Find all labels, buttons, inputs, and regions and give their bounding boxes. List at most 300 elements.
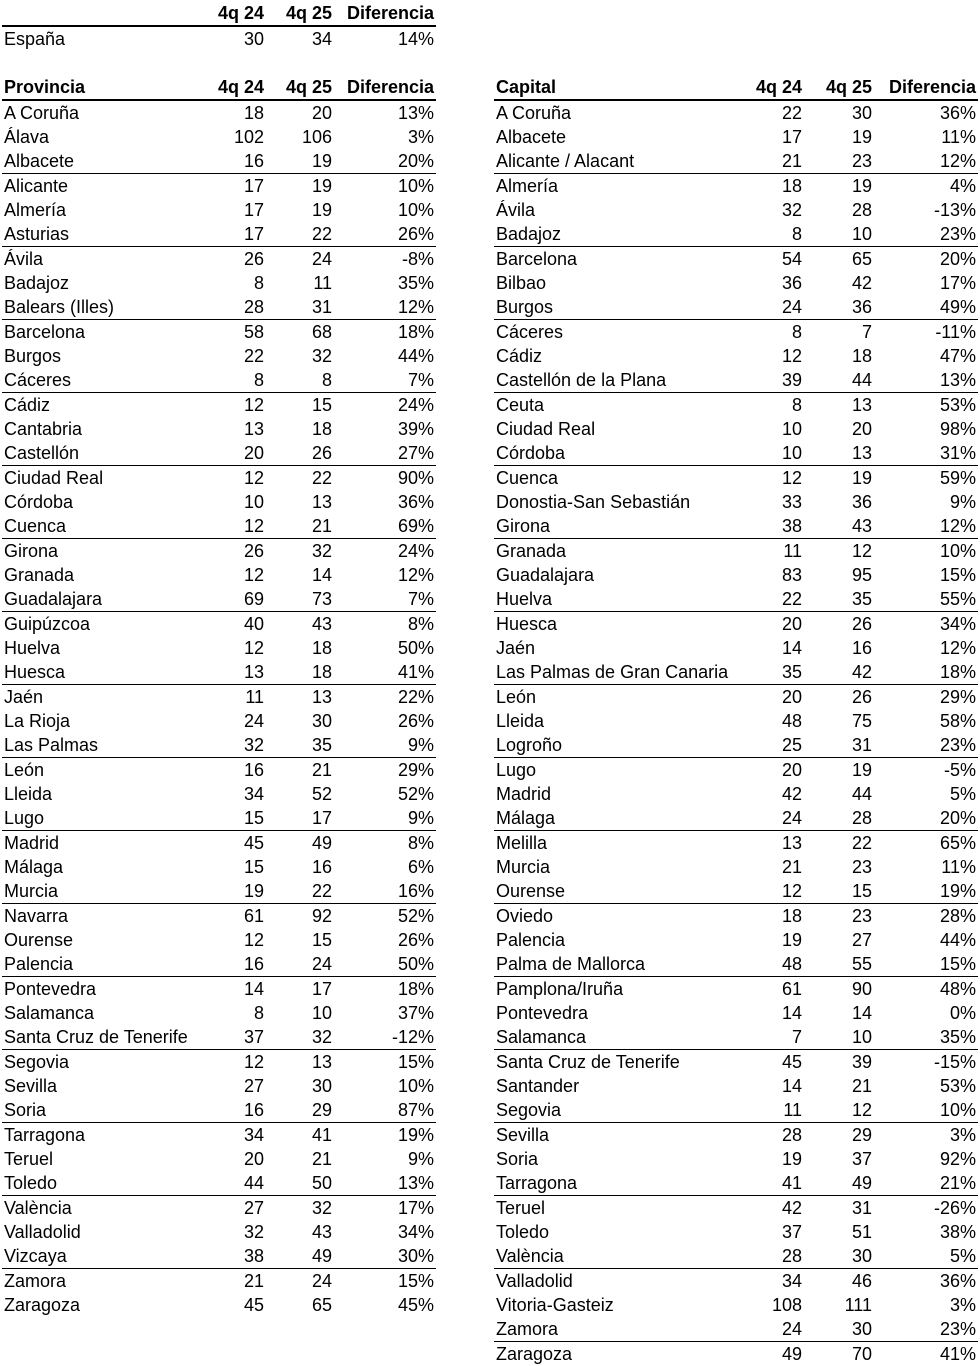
- capital-header-4q24: 4q 24: [746, 75, 804, 100]
- capital-cell-4q25: 75: [804, 709, 874, 733]
- capital-cell-name: Almería: [494, 174, 746, 199]
- provincia-row: [2, 490, 436, 514]
- provincia-cell-4q25: 19: [266, 149, 334, 174]
- capital-row: [494, 733, 978, 758]
- provincia-cell-name: Segovia: [2, 1050, 202, 1075]
- provincia-header-4q24: 4q 24: [202, 75, 266, 100]
- capital-cell-name: Castellón de la Plana: [494, 368, 746, 393]
- provincia-cell-name: Huesca: [2, 660, 202, 685]
- provincia-cell-4q24: 26: [202, 539, 266, 564]
- provincia-row: [2, 1171, 436, 1196]
- capital-cell-diferencia: 65%: [874, 831, 978, 856]
- provincia-cell-name: Murcia: [2, 879, 202, 904]
- capital-row: [494, 320, 978, 345]
- capital-cell-4q24: 20: [746, 685, 804, 710]
- provincia-cell-4q24: 12: [202, 393, 266, 418]
- capital-row: [494, 368, 978, 393]
- capital-cell-4q25: 10: [804, 1025, 874, 1050]
- capital-cell-4q25: 35: [804, 587, 874, 612]
- capital-cell-name: Madrid: [494, 782, 746, 806]
- capital-cell-4q24: 8: [746, 320, 804, 345]
- capital-cell-diferencia: 17%: [874, 271, 978, 295]
- capital-cell-4q24: 42: [746, 782, 804, 806]
- capital-cell-4q25: 31: [804, 1196, 874, 1221]
- provincia-cell-diferencia: 50%: [334, 636, 436, 660]
- provincia-cell-name: Almería: [2, 198, 202, 222]
- provincia-cell-name: Huelva: [2, 636, 202, 660]
- espana-name: España: [2, 26, 202, 51]
- capital-cell-name: Santa Cruz de Tenerife: [494, 1050, 746, 1075]
- capital-cell-4q24: 17: [746, 125, 804, 149]
- capital-row: [494, 709, 978, 733]
- capital-cell-diferencia: 21%: [874, 1171, 978, 1196]
- capital-cell-4q25: 43: [804, 514, 874, 539]
- provincia-cell-4q25: 13: [266, 685, 334, 710]
- capital-cell-name: Ceuta: [494, 393, 746, 418]
- provincia-cell-4q24: 26: [202, 247, 266, 272]
- capital-cell-4q25: 19: [804, 174, 874, 199]
- provincia-cell-4q25: 49: [266, 831, 334, 856]
- provincia-row: [2, 831, 436, 856]
- provincia-cell-4q24: 27: [202, 1196, 266, 1221]
- capital-cell-4q25: 42: [804, 660, 874, 685]
- capital-cell-name: Huesca: [494, 612, 746, 637]
- capital-cell-4q25: 26: [804, 685, 874, 710]
- capital-cell-4q25: 7: [804, 320, 874, 345]
- provincia-cell-4q24: 34: [202, 1123, 266, 1148]
- provincia-header-4q25: 4q 25: [266, 75, 334, 100]
- capital-cell-name: Cáceres: [494, 320, 746, 345]
- provincia-row: [2, 928, 436, 952]
- provincia-row: [2, 271, 436, 295]
- provincia-cell-diferencia: 45%: [334, 1293, 436, 1317]
- provincia-cell-4q24: 15: [202, 806, 266, 831]
- capital-cell-4q24: 19: [746, 1147, 804, 1171]
- capital-cell-name: Vitoria-Gasteiz: [494, 1293, 746, 1317]
- capital-cell-4q24: 18: [746, 174, 804, 199]
- capital-row: [494, 1098, 978, 1123]
- capital-row: [494, 222, 978, 247]
- provincia-cell-diferencia: 90%: [334, 466, 436, 491]
- capital-row: [494, 952, 978, 977]
- capital-cell-4q25: 36: [804, 490, 874, 514]
- provincia-cell-4q24: 12: [202, 928, 266, 952]
- provincia-cell-4q25: 15: [266, 393, 334, 418]
- provincia-row: [2, 685, 436, 710]
- provincia-cell-4q25: 22: [266, 222, 334, 247]
- capital-cell-4q25: 30: [804, 1244, 874, 1269]
- provincia-cell-4q24: 18: [202, 100, 266, 125]
- provincia-cell-4q24: 17: [202, 198, 266, 222]
- provincia-cell-diferencia: 13%: [334, 1171, 436, 1196]
- provincia-cell-4q24: 16: [202, 952, 266, 977]
- capital-cell-4q24: 42: [746, 1196, 804, 1221]
- capital-cell-4q25: 21: [804, 1074, 874, 1098]
- capital-cell-4q25: 23: [804, 149, 874, 174]
- capital-cell-4q24: 28: [746, 1123, 804, 1148]
- capital-cell-4q25: 46: [804, 1269, 874, 1294]
- capital-cell-name: Granada: [494, 539, 746, 564]
- capital-cell-diferencia: -13%: [874, 198, 978, 222]
- provincia-cell-4q25: 43: [266, 612, 334, 637]
- provincia-cell-4q25: 65: [266, 1293, 334, 1317]
- provincia-cell-name: Balears (Illes): [2, 295, 202, 320]
- provincia-cell-name: Badajoz: [2, 271, 202, 295]
- capital-cell-4q24: 28: [746, 1244, 804, 1269]
- provincia-cell-4q24: 20: [202, 441, 266, 466]
- provincia-cell-4q25: 24: [266, 952, 334, 977]
- capital-cell-4q24: 12: [746, 466, 804, 491]
- provincia-cell-4q24: 38: [202, 1244, 266, 1269]
- provincia-row: [2, 1220, 436, 1244]
- provincia-row: [2, 806, 436, 831]
- capital-cell-name: Logroño: [494, 733, 746, 758]
- capital-row: [494, 198, 978, 222]
- capital-cell-name: Melilla: [494, 831, 746, 856]
- capital-cell-name: Ourense: [494, 879, 746, 904]
- capital-cell-4q25: 27: [804, 928, 874, 952]
- provincia-cell-4q25: 49: [266, 1244, 334, 1269]
- provincia-cell-4q25: 17: [266, 977, 334, 1002]
- capital-row: [494, 1147, 978, 1171]
- provincia-cell-4q25: 24: [266, 247, 334, 272]
- capital-cell-diferencia: 19%: [874, 879, 978, 904]
- capital-cell-name: Murcia: [494, 855, 746, 879]
- provincia-cell-name: Lugo: [2, 806, 202, 831]
- provincia-cell-4q25: 29: [266, 1098, 334, 1123]
- provincia-cell-4q24: 13: [202, 417, 266, 441]
- capital-cell-4q24: 36: [746, 271, 804, 295]
- provincia-row: [2, 612, 436, 637]
- provincia-cell-name: València: [2, 1196, 202, 1221]
- capital-cell-name: Cádiz: [494, 344, 746, 368]
- capital-cell-4q24: 12: [746, 344, 804, 368]
- capital-row: [494, 271, 978, 295]
- provincia-cell-4q25: 14: [266, 563, 334, 587]
- provincia-cell-diferencia: 12%: [334, 563, 436, 587]
- capital-cell-4q25: 28: [804, 806, 874, 831]
- provincia-cell-name: Cuenca: [2, 514, 202, 539]
- espana-header-label: [2, 1, 202, 26]
- provincia-row: [2, 587, 436, 612]
- capital-cell-4q24: 45: [746, 1050, 804, 1075]
- capital-cell-name: Alicante / Alacant: [494, 149, 746, 174]
- provincia-cell-diferencia: 3%: [334, 125, 436, 149]
- capital-cell-diferencia: 34%: [874, 612, 978, 637]
- capital-cell-4q24: 8: [746, 393, 804, 418]
- capital-cell-4q24: 39: [746, 368, 804, 393]
- provincia-row: [2, 174, 436, 199]
- capital-row: [494, 806, 978, 831]
- provincia-cell-name: Cantabria: [2, 417, 202, 441]
- provincia-cell-name: Castellón: [2, 441, 202, 466]
- capital-cell-4q24: 8: [746, 222, 804, 247]
- provincia-cell-4q24: 16: [202, 758, 266, 783]
- capital-cell-4q24: 22: [746, 100, 804, 125]
- provincia-cell-4q25: 19: [266, 174, 334, 199]
- capital-cell-diferencia: -15%: [874, 1050, 978, 1075]
- capital-cell-4q24: 41: [746, 1171, 804, 1196]
- provincia-cell-name: Ourense: [2, 928, 202, 952]
- capital-cell-4q25: 51: [804, 1220, 874, 1244]
- capital-row: [494, 685, 978, 710]
- capital-row: [494, 1293, 978, 1317]
- provincia-cell-diferencia: 22%: [334, 685, 436, 710]
- capital-cell-diferencia: 47%: [874, 344, 978, 368]
- capital-row: [494, 149, 978, 174]
- provincia-cell-4q24: 17: [202, 174, 266, 199]
- provincia-cell-name: Zamora: [2, 1269, 202, 1294]
- provincia-cell-diferencia: 7%: [334, 368, 436, 393]
- provincia-cell-4q24: 40: [202, 612, 266, 637]
- capital-row: [494, 1171, 978, 1196]
- capital-row: [494, 539, 978, 564]
- provincia-cell-name: Lleida: [2, 782, 202, 806]
- capital-cell-4q25: 26: [804, 612, 874, 637]
- capital-row: [494, 587, 978, 612]
- provincia-cell-name: Córdoba: [2, 490, 202, 514]
- provincia-cell-diferencia: 52%: [334, 782, 436, 806]
- capital-cell-diferencia: 59%: [874, 466, 978, 491]
- provincia-cell-4q24: 61: [202, 904, 266, 929]
- capital-cell-4q25: 28: [804, 198, 874, 222]
- provincia-cell-diferencia: 10%: [334, 1074, 436, 1098]
- provincia-cell-name: Asturias: [2, 222, 202, 247]
- provincia-cell-name: Madrid: [2, 831, 202, 856]
- capital-cell-4q24: 24: [746, 806, 804, 831]
- capital-cell-4q24: 14: [746, 1001, 804, 1025]
- capital-cell-diferencia: 9%: [874, 490, 978, 514]
- provincia-cell-diferencia: 9%: [334, 733, 436, 758]
- capital-cell-name: Teruel: [494, 1196, 746, 1221]
- provincia-cell-4q25: 20: [266, 100, 334, 125]
- provincia-row: [2, 295, 436, 320]
- provincia-cell-name: León: [2, 758, 202, 783]
- capital-cell-diferencia: 10%: [874, 539, 978, 564]
- provincia-row: [2, 149, 436, 174]
- provincia-cell-4q24: 27: [202, 1074, 266, 1098]
- capital-cell-diferencia: 5%: [874, 782, 978, 806]
- provincia-cell-diferencia: 12%: [334, 295, 436, 320]
- capital-row: [494, 1123, 978, 1148]
- provincia-cell-4q24: 45: [202, 1293, 266, 1317]
- capital-cell-name: Lleida: [494, 709, 746, 733]
- espana-header-diferencia: Diferencia: [334, 1, 436, 26]
- capital-row: [494, 855, 978, 879]
- provincia-row: [2, 100, 436, 125]
- provincia-cell-4q24: 8: [202, 271, 266, 295]
- provincia-row: [2, 758, 436, 783]
- capital-row: [494, 1269, 978, 1294]
- capital-cell-name: Tarragona: [494, 1171, 746, 1196]
- capital-cell-name: Oviedo: [494, 904, 746, 929]
- provincia-cell-4q24: 15: [202, 855, 266, 879]
- capital-cell-diferencia: 3%: [874, 1293, 978, 1317]
- capital-cell-diferencia: 38%: [874, 1220, 978, 1244]
- capital-cell-diferencia: 35%: [874, 1025, 978, 1050]
- provincia-cell-4q25: 32: [266, 1025, 334, 1050]
- provincia-row: [2, 709, 436, 733]
- provincia-row: [2, 393, 436, 418]
- capital-cell-diferencia: 44%: [874, 928, 978, 952]
- provincia-cell-4q25: 32: [266, 1196, 334, 1221]
- provincia-cell-name: Cáceres: [2, 368, 202, 393]
- capital-row: [494, 1050, 978, 1075]
- provincia-cell-4q24: 58: [202, 320, 266, 345]
- espana-summary-table: [2, 1, 436, 51]
- provincia-cell-4q25: 18: [266, 417, 334, 441]
- capital-row: [494, 417, 978, 441]
- provincia-cell-4q25: 35: [266, 733, 334, 758]
- capital-row: [494, 758, 978, 783]
- capital-cell-diferencia: 23%: [874, 733, 978, 758]
- provincia-cell-diferencia: 24%: [334, 539, 436, 564]
- capital-cell-4q25: 95: [804, 563, 874, 587]
- provincia-cell-4q24: 69: [202, 587, 266, 612]
- capital-cell-4q25: 37: [804, 1147, 874, 1171]
- capital-cell-name: Cuenca: [494, 466, 746, 491]
- provincia-cell-4q24: 16: [202, 1098, 266, 1123]
- capital-row: [494, 441, 978, 466]
- capital-row: [494, 612, 978, 637]
- capital-cell-diferencia: 20%: [874, 247, 978, 272]
- capital-cell-4q25: 31: [804, 733, 874, 758]
- capital-cell-4q24: 20: [746, 758, 804, 783]
- capital-cell-4q24: 12: [746, 879, 804, 904]
- provincia-cell-diferencia: -8%: [334, 247, 436, 272]
- provincia-cell-name: Navarra: [2, 904, 202, 929]
- provincia-cell-4q25: 17: [266, 806, 334, 831]
- provincia-cell-4q24: 12: [202, 514, 266, 539]
- capital-cell-4q24: 21: [746, 855, 804, 879]
- provincia-cell-diferencia: 9%: [334, 1147, 436, 1171]
- provincia-cell-name: Valladolid: [2, 1220, 202, 1244]
- provincia-row: [2, 782, 436, 806]
- capital-row: [494, 490, 978, 514]
- capital-header-row: [494, 75, 978, 100]
- capital-cell-4q24: 32: [746, 198, 804, 222]
- capital-cell-4q24: 25: [746, 733, 804, 758]
- provincia-cell-4q24: 8: [202, 368, 266, 393]
- provincia-cell-4q24: 102: [202, 125, 266, 149]
- provincia-cell-diferencia: 8%: [334, 612, 436, 637]
- capital-cell-name: Girona: [494, 514, 746, 539]
- provincia-cell-4q24: 12: [202, 636, 266, 660]
- provincia-cell-name: Toledo: [2, 1171, 202, 1196]
- provincia-cell-4q25: 32: [266, 344, 334, 368]
- provincia-cell-diferencia: 30%: [334, 1244, 436, 1269]
- capital-row: [494, 295, 978, 320]
- capital-cell-diferencia: 41%: [874, 1342, 978, 1366]
- provincia-cell-4q25: 92: [266, 904, 334, 929]
- capital-cell-name: Donostia-San Sebastián: [494, 490, 746, 514]
- capital-cell-diferencia: 23%: [874, 222, 978, 247]
- capital-row: [494, 393, 978, 418]
- provincia-cell-diferencia: 17%: [334, 1196, 436, 1221]
- capital-cell-4q24: 35: [746, 660, 804, 685]
- provincia-cell-4q25: 21: [266, 758, 334, 783]
- capital-cell-4q24: 13: [746, 831, 804, 856]
- capital-cell-diferencia: 0%: [874, 1001, 978, 1025]
- provincia-cell-4q24: 20: [202, 1147, 266, 1171]
- provincia-row: [2, 247, 436, 272]
- capital-cell-4q25: 44: [804, 368, 874, 393]
- capital-cell-diferencia: 12%: [874, 636, 978, 660]
- capital-cell-4q25: 19: [804, 125, 874, 149]
- capital-cell-name: Huelva: [494, 587, 746, 612]
- provincia-cell-4q25: 32: [266, 539, 334, 564]
- provincia-cell-diferencia: 20%: [334, 149, 436, 174]
- capital-cell-4q25: 70: [804, 1342, 874, 1366]
- provincia-cell-diferencia: 39%: [334, 417, 436, 441]
- capital-cell-4q25: 19: [804, 466, 874, 491]
- capital-cell-name: Zaragoza: [494, 1342, 746, 1366]
- provincia-cell-4q25: 10: [266, 1001, 334, 1025]
- provincia-cell-diferencia: 18%: [334, 977, 436, 1002]
- capital-cell-diferencia: 3%: [874, 1123, 978, 1148]
- capital-cell-diferencia: 15%: [874, 952, 978, 977]
- provincia-cell-diferencia: 24%: [334, 393, 436, 418]
- provincia-row: [2, 904, 436, 929]
- capital-row: [494, 466, 978, 491]
- provincia-cell-4q25: 22: [266, 879, 334, 904]
- provincia-cell-4q24: 45: [202, 831, 266, 856]
- provincia-cell-diferencia: 7%: [334, 587, 436, 612]
- capital-cell-4q24: 10: [746, 441, 804, 466]
- capital-cell-name: Albacete: [494, 125, 746, 149]
- provincia-row: [2, 368, 436, 393]
- capital-cell-diferencia: 15%: [874, 563, 978, 587]
- provincia-cell-name: La Rioja: [2, 709, 202, 733]
- provincia-cell-4q24: 44: [202, 1171, 266, 1196]
- capital-cell-name: Jaén: [494, 636, 746, 660]
- provincia-rows: [2, 100, 436, 1317]
- capital-cell-diferencia: 36%: [874, 100, 978, 125]
- capital-cell-diferencia: 53%: [874, 393, 978, 418]
- capital-cell-4q25: 13: [804, 441, 874, 466]
- provincia-cell-diferencia: 27%: [334, 441, 436, 466]
- provincia-cell-4q25: 26: [266, 441, 334, 466]
- capital-row: [494, 831, 978, 856]
- provincia-row: [2, 1050, 436, 1075]
- provincia-cell-4q25: 41: [266, 1123, 334, 1148]
- provincia-cell-4q25: 31: [266, 295, 334, 320]
- provincia-cell-diferencia: 69%: [334, 514, 436, 539]
- provincia-cell-4q25: 30: [266, 709, 334, 733]
- provincia-cell-name: A Coruña: [2, 100, 202, 125]
- capital-cell-4q25: 15: [804, 879, 874, 904]
- provincia-row: [2, 1269, 436, 1294]
- provincia-cell-4q24: 13: [202, 660, 266, 685]
- capital-cell-diferencia: 53%: [874, 1074, 978, 1098]
- provincia-cell-name: Ciudad Real: [2, 466, 202, 491]
- capital-header-label: Capital: [494, 75, 746, 100]
- capital-row: [494, 1001, 978, 1025]
- capital-cell-4q24: 37: [746, 1220, 804, 1244]
- provincia-cell-diferencia: 26%: [334, 222, 436, 247]
- provincia-cell-4q25: 18: [266, 636, 334, 660]
- provincia-cell-diferencia: 29%: [334, 758, 436, 783]
- provincia-cell-diferencia: 26%: [334, 928, 436, 952]
- capital-cell-diferencia: 18%: [874, 660, 978, 685]
- provincia-row: [2, 1074, 436, 1098]
- provincia-cell-4q24: 19: [202, 879, 266, 904]
- provincia-cell-diferencia: 8%: [334, 831, 436, 856]
- capital-cell-4q24: 49: [746, 1342, 804, 1366]
- provincia-cell-name: Las Palmas: [2, 733, 202, 758]
- capital-cell-diferencia: -26%: [874, 1196, 978, 1221]
- capital-row: [494, 174, 978, 199]
